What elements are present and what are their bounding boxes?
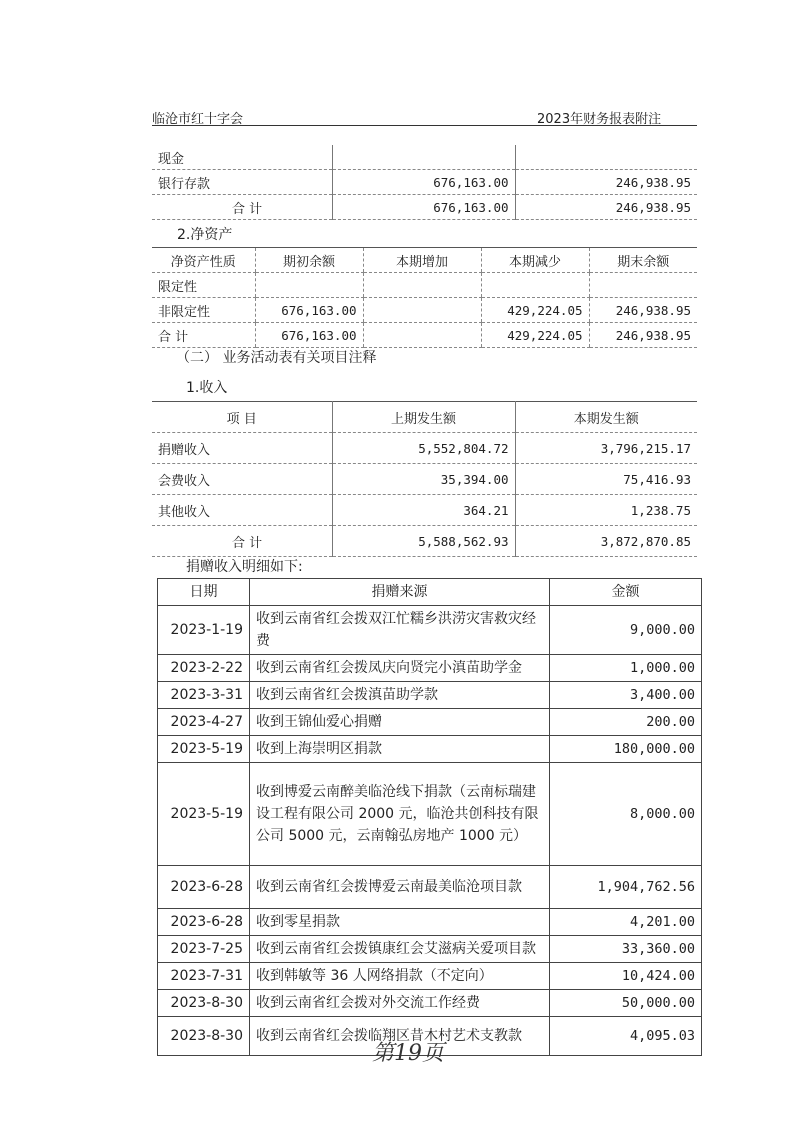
- net-assets-header: 期末余额: [589, 248, 697, 273]
- income-value: 75,416.93: [515, 464, 697, 495]
- net-assets-table: [152, 247, 697, 348]
- donation-source: 收到云南省红会拨对外交流工作经费: [250, 990, 550, 1017]
- donation-row: [158, 990, 702, 1017]
- donation-date: 2023-6-28: [158, 909, 250, 936]
- donation-header: 日期: [158, 579, 250, 606]
- donation-date: 2023-7-31: [158, 963, 250, 990]
- donation-amount: 8,000.00: [550, 763, 702, 866]
- section-two-title: （二） 业务活动表有关项目注释: [176, 350, 377, 366]
- donation-source: 收到云南省红会拨临翔区昔木村艺术支教款: [250, 1017, 550, 1056]
- donation-source: 收到王锦仙爱心捐赠: [250, 709, 550, 736]
- donation-amount: 1,904,762.56: [550, 866, 702, 909]
- donation-row: [158, 936, 702, 963]
- donation-amount: 4,201.00: [550, 909, 702, 936]
- donation-row: [158, 866, 702, 909]
- donation-row: [158, 909, 702, 936]
- donation-header: 捐赠来源: [250, 579, 550, 606]
- cash-label: 现金: [152, 145, 332, 170]
- donation-amount: 9,000.00: [550, 606, 702, 655]
- header-rule: [152, 125, 697, 126]
- net-assets-row: [152, 273, 697, 298]
- net-assets-header: 净资产性质: [152, 248, 255, 273]
- income-value: 5,588,562.93: [332, 526, 515, 557]
- donation-date: 2023-5-19: [158, 736, 250, 763]
- donation-date: 2023-2-22: [158, 655, 250, 682]
- income-title: 1.收入: [186, 380, 228, 396]
- net-assets-value: 676,163.00: [255, 298, 363, 323]
- donation-header: 金额: [550, 579, 702, 606]
- donation-amount: 180,000.00: [550, 736, 702, 763]
- donation-date: 2023-3-31: [158, 682, 250, 709]
- net-assets-header: 本期增加: [363, 248, 481, 273]
- income-value: 5,552,804.72: [332, 433, 515, 464]
- net-assets-title: 2.净资产: [177, 227, 233, 243]
- donation-source: 收到云南省红会拨博爱云南最美临沧项目款: [250, 866, 550, 909]
- donation-row: [158, 763, 702, 866]
- donation-amount: 1,000.00: [550, 655, 702, 682]
- net-assets-label: 限定性: [152, 273, 255, 298]
- net-assets-value: 676,163.00: [255, 323, 363, 348]
- net-assets-value: [481, 273, 589, 298]
- net-assets-value: 246,938.95: [589, 323, 697, 348]
- income-value: 364.21: [332, 495, 515, 526]
- cash-label: 合 计: [152, 195, 332, 220]
- donation-amount: 3,400.00: [550, 682, 702, 709]
- cash-row: [152, 145, 697, 170]
- net-assets-label: 非限定性: [152, 298, 255, 323]
- net-assets-value: [255, 273, 363, 298]
- donation-source: 收到云南省红会拨镇康红会艾滋病关爱项目款: [250, 936, 550, 963]
- donation-source: 收到韩敏等 36 人网络捐款（不定向）: [250, 963, 550, 990]
- income-row: [152, 433, 697, 464]
- donation-date: 2023-8-30: [158, 990, 250, 1017]
- cash-prev-value: 676,163.00: [332, 195, 515, 220]
- income-header: 项 目: [152, 402, 332, 433]
- cash-row: [152, 195, 697, 220]
- donation-detail-table: [157, 578, 702, 1056]
- donation-source: 收到博爱云南醉美临沧线下捐款（云南标瑞建设工程有限公司 2000 元，临沧共创科技有限公司 5000 元，云南翰弘房地产 1000 元）: [250, 763, 550, 866]
- net-assets-value: [363, 273, 481, 298]
- cash-prev-value: [332, 145, 515, 170]
- cash-label: 银行存款: [152, 170, 332, 195]
- income-row: [152, 495, 697, 526]
- income-header: 本期发生额: [515, 402, 697, 433]
- income-value: 35,394.00: [332, 464, 515, 495]
- donation-source: 收到上海崇明区捐款: [250, 736, 550, 763]
- donation-amount: 10,424.00: [550, 963, 702, 990]
- net-assets-row: [152, 323, 697, 348]
- cash-row: [152, 170, 697, 195]
- donation-source: 收到零星捐款: [250, 909, 550, 936]
- cash-table: [152, 145, 697, 220]
- donation-date: 2023-5-19: [158, 763, 250, 866]
- income-label: 其他收入: [152, 495, 332, 526]
- net-assets-label: 合 计: [152, 323, 255, 348]
- income-label: 捐赠收入: [152, 433, 332, 464]
- donation-row: [158, 736, 702, 763]
- donation-row: [158, 682, 702, 709]
- cash-prev-value: 676,163.00: [332, 170, 515, 195]
- donation-date: 2023-1-19: [158, 606, 250, 655]
- net-assets-header: 期初余额: [255, 248, 363, 273]
- donation-date: 2023-6-28: [158, 866, 250, 909]
- donation-date: 2023-4-27: [158, 709, 250, 736]
- net-assets-header: 本期减少: [481, 248, 589, 273]
- donation-row: [158, 963, 702, 990]
- income-label: 合 计: [152, 526, 332, 557]
- donation-amount: 50,000.00: [550, 990, 702, 1017]
- donation-detail-title: 捐赠收入明细如下:: [186, 559, 303, 575]
- income-row: [152, 526, 697, 557]
- net-assets-value: [363, 323, 481, 348]
- cash-curr-value: 246,938.95: [515, 170, 697, 195]
- income-header: 上期发生额: [332, 402, 515, 433]
- donation-source: 收到云南省红会拨滇苗助学款: [250, 682, 550, 709]
- donation-date: 2023-8-30: [158, 1017, 250, 1056]
- donation-source: 收到云南省红会拨凤庆向贤完小滇苗助学金: [250, 655, 550, 682]
- donation-source: 收到云南省红会拨双江忙糯乡洪涝灾害救灾经费: [250, 606, 550, 655]
- cash-curr-value: [515, 145, 697, 170]
- net-assets-row: [152, 298, 697, 323]
- donation-date: 2023-7-25: [158, 936, 250, 963]
- income-value: 3,872,870.85: [515, 526, 697, 557]
- donation-row: [158, 709, 702, 736]
- donation-amount: 4,095.03: [550, 1017, 702, 1056]
- donation-amount: 200.00: [550, 709, 702, 736]
- net-assets-value: 429,224.05: [481, 323, 589, 348]
- income-table: [152, 401, 697, 557]
- header-org: 临沧市红十字会: [152, 112, 244, 127]
- net-assets-value: 246,938.95: [589, 298, 697, 323]
- income-value: 1,238.75: [515, 495, 697, 526]
- income-label: 会费收入: [152, 464, 332, 495]
- page-number-handwritten: 第19页: [372, 1041, 444, 1066]
- net-assets-value: 429,224.05: [481, 298, 589, 323]
- donation-amount: 33,360.00: [550, 936, 702, 963]
- net-assets-value: [589, 273, 697, 298]
- net-assets-value: [363, 298, 481, 323]
- income-value: 3,796,215.17: [515, 433, 697, 464]
- cash-curr-value: 246,938.95: [515, 195, 697, 220]
- header-doc-title: 2023年财务报表附注: [537, 112, 662, 127]
- donation-row: [158, 655, 702, 682]
- income-row: [152, 464, 697, 495]
- donation-row: [158, 606, 702, 655]
